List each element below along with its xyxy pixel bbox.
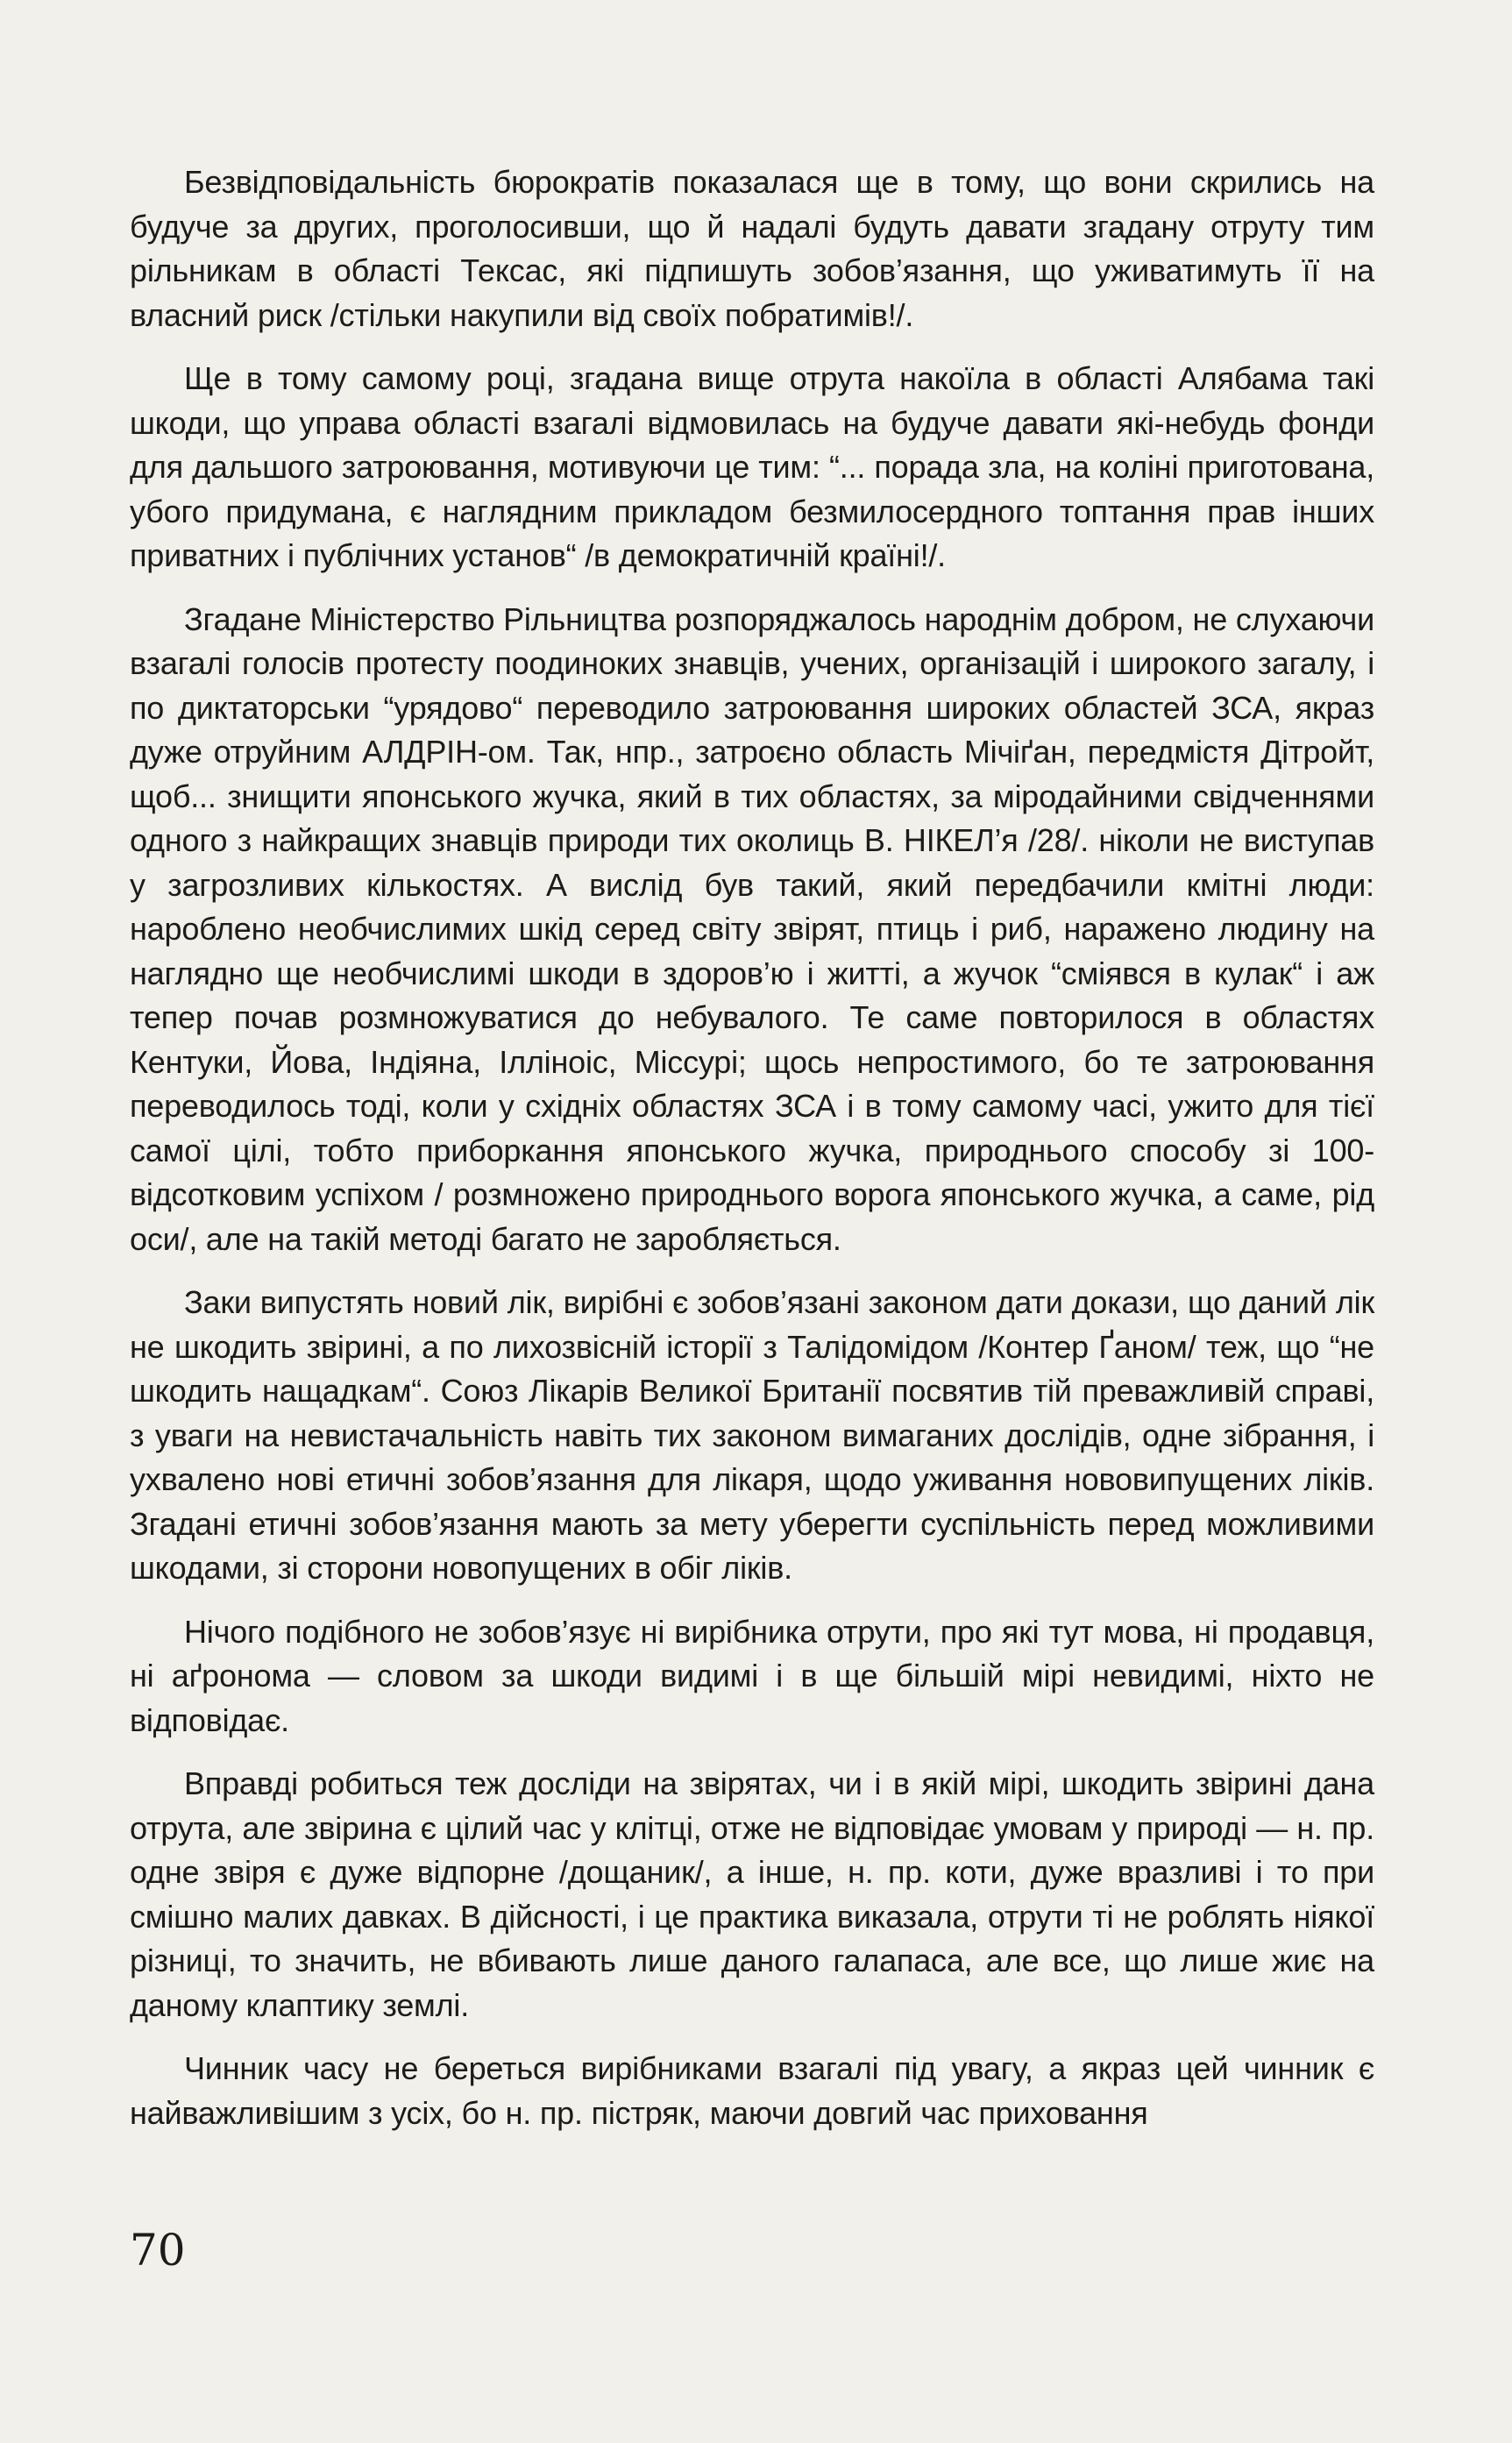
- paragraph: Згадане Міністерство Рільництва розпоряджалось народнім добром, не слухаючи взагалі голосів протесту поодиноких знавців, учених, організацій і широкого загалу, і по диктаторськи “урядово“ переводило затроювання широких областей ЗСА, якраз дуже отруйним АЛДРІН-ом. Так, нпр., затроєно область Мічіґан, передмістя Дітройт, щоб... знищити японського жучка, який в тих областях, за міродайними свідченнями одного з найкращих знавців природи тих околиць В. НІКЕЛ’я /28/. ніколи не виступав у загрозливих кількостях. А вислід був такий, який передбачили кмітні люди: нароблено необчислимих шкід серед світу звірят, птиць і риб, наражено людину на наглядно ще необчислимі шкоди в здоров’ю і житті, а жучок “сміявся в кулак“ і аж тепер почав розмножуватися до небувалого. Те саме повторилося в областях Кентуки, Йова, Індіяна, Ілліноіс, Міссурі; щось непростимого, бо те затроювання переводилось тоді, коли у східніх областях ЗСА і в тому самому часі, ужито для тієї самої цілі, тобто приборкання японського жучка, природнього способу зі 100-відсотковим успіхом / розмножено природнього ворога японського жучка, а саме, рід оси/, але на такій методі багато не заробляється.: [130, 600, 1374, 1257]
- paragraph: Чинник часу не береться вирібниками взагалі під увагу, а якраз цей чинник є найважливішим з усіх, бо н. пр. пістряк, маючи довгий час приховання: [130, 2050, 1374, 2131]
- page-number: 70: [130, 2225, 186, 2276]
- paragraph: Нічого подібного не зобов’язує ні вирібника отрути, про які тут мова, ні продавця, ні аґронома — словом за шкоди видимі і в ще більшій мірі невидимі, ніхто не відповідає.: [130, 1613, 1374, 1738]
- paragraph: Ще в тому самому році, згадана вище отрута накоїла в області Алябама такі шкоди, що управа області взагалі відмовилась на будуче давати які-небудь фонди для дальшого затроювання, мотивуючи це тим: “... порада зла, на коліні приготована, убого придумана, є наглядним прикладом безмилосердного топтання прав інших приватних і публічних установ“ /в демократичній країні!/.: [130, 360, 1374, 573]
- body-text: [130, 160, 1374, 2155]
- paragraph: Безвідповідальність бюрократів показалася ще в тому, що вони скрились на будуче за других, проголосивши, що й надалі будуть давати згадану отруту тим рільникам в області Тексас, які підпишуть зобов’язання, що уживатимуть її на власний риск /стільки накупили від своїх побратимів!/.: [130, 164, 1374, 333]
- paragraph: Заки випустять новий лік, вирібні є зобов’язані законом дати докази, що даний лік не шкодить звірині, а по лихозвісній історії з Талідомідом /Контер Ґаном/ теж, що “не шкодить нащадкам“. Союз Лікарів Великої Британії посвятив тій преважливій справі, з уваги на невистачальність навіть тих законом вимаганих дослідів, одне зібрання, і ухвалено нові етичні зобов’язання для лікаря, щодо уживання нововипущених ліків. Згадані етичні зобов’язання мають за мету уберегти суспільність перед можливими шкодами, зі сторони новопущених в обіг ліків.: [130, 1284, 1374, 1586]
- paragraph: Вправді робиться теж досліди на звірятах, чи і в якій мірі, шкодить звірині дана отрута, але звірина є цілий час у клітці, отже не відповідає умовам у природі — н. пр. одне звіря є дуже відпорне /дощаник/, а інше, н. пр. коти, дуже вразливі і то при смішно малих давках. В дійсності, і це практика виказала, отрути ті не роблять ніякої різниці, то значить, не вбивають лише даного галапаса, але все, що лише жиє на даному клаптику землі.: [130, 1765, 1374, 2023]
